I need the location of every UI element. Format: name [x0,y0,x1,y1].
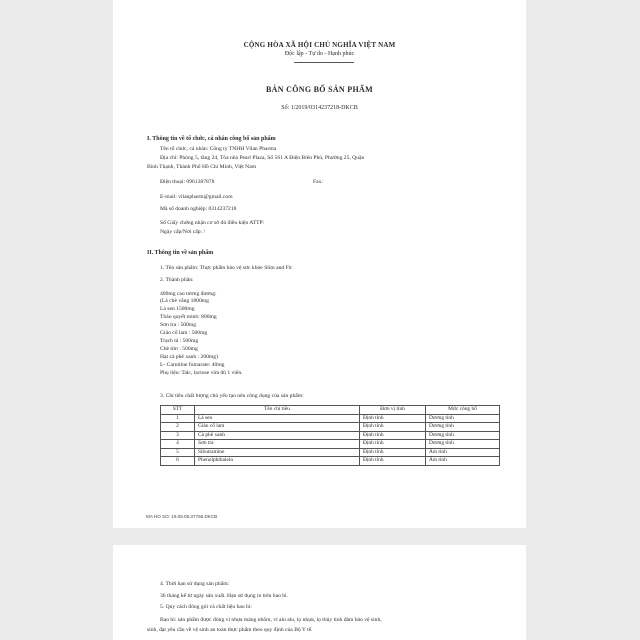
ingredient-line: Thảo quyết minh: 800mg [160,314,217,320]
cell-name: Sơn tra [195,440,360,449]
table-header-row [161,406,500,415]
ingredient-line: Hạt cà phê xanh : 200mg) [160,354,218,360]
address-line-2: Bình Thạnh, Thành Phố Hồ Chí Minh, Việt Nam [147,164,257,170]
shelf-life-text: 36 tháng kể từ ngày sản xuất. Hạn sử dụng in trên bao bì. [160,593,289,599]
cell-name: Giảo cổ lam [195,423,360,432]
cell-unit: Định tính [360,440,426,449]
section2-heading: II. Thông tin về sản phẩm [147,250,214,256]
cell-stt: 6 [161,457,195,466]
cell-level: Dương tính [426,440,500,449]
cell-name: Lá sen [195,414,360,423]
cell-unit: Định tính [360,431,426,440]
document-page-1 [113,0,526,528]
document-page-2 [113,545,526,640]
col-header-unit: Đơn vị tính [360,406,426,415]
ingredient-line: Chè tím : 500mg [160,346,198,352]
cell-unit: Định tính [360,423,426,432]
col-header-stt: STT [161,406,195,415]
table-row [161,457,500,466]
email: E-mail: vilanpharm@gmail.com [160,194,233,200]
cell-unit: Định tính [360,457,426,466]
cell-name: Sibutramine [195,448,360,457]
product-name: 1. Tên sản phẩm: Thực phẩm bảo vệ sức khỏe Slim and Fit [160,265,292,271]
section1-heading: I. Thông tin về tổ chức, cá nhân công bố sản phẩm [147,136,276,142]
cell-name: Phenolphthalein [195,457,360,466]
col-header-name: Tên chỉ tiêu [195,406,360,415]
fax: Fax: [313,179,323,185]
ingredient-line: Phụ liệu: Talc, lactose vừa đủ 1 viên. [160,370,243,376]
ingredient-line: Giảo cổ lam : 500mg [160,330,208,336]
table-row [161,431,500,440]
cell-stt: 1 [161,414,195,423]
document-title: BẢN CÔNG BỐ SẢN PHẨM [266,85,373,94]
cell-stt: 2 [161,423,195,432]
food-safety-cert: Số Giấy chứng nhận cơ sở đủ điều kiện ATTP: [160,220,265,226]
table-row [161,440,500,449]
cell-level: Dương tính [426,423,500,432]
ingredients-heading: 2. Thành phần: [160,277,194,283]
dossier-code: MA HO SO: 19.05.06.37766.DKCB [146,514,218,519]
phone: Điện thoại: 0961387878 [160,179,215,185]
ingredient-line: Trạch tả : 500mg [160,338,199,344]
national-title: CỘNG HÒA XÃ HỘI CHỦ NGHĨA VIỆT NAM [243,41,396,49]
table-row [161,448,500,457]
ingredient-line: Lá sen 1500mg [160,306,195,312]
ingredient-line: Sơn tra : 500mg [160,322,197,328]
packaging-text-1: Bao bì: sản phẩm được đóng vỉ nhựa màng nhôm, vỉ alu alu, lọ nhựa, lọ thủy tinh đảm bảo vệ sinh, [160,617,382,623]
packaging-heading: 5. Quy cách đóng gói và chất liệu bao bì: [160,604,252,610]
cell-stt: 5 [161,448,195,457]
ingredient-line: (Lá chè vằng 1800mg [160,298,209,304]
cell-level: Dương tính [426,414,500,423]
issue-date: Ngày cấp/Nơi cấp: / [160,229,206,235]
table-row [161,414,500,423]
address-line-1: Địa chỉ: Phòng 5, tầng 24, Tòa nhà Pearl Plaza, Số 561 A Điện Biên Phủ, Phường 25, Quận [160,155,365,161]
col-header-level: Mức công bố [426,406,500,415]
cell-stt: 4 [161,440,195,449]
cell-stt: 3 [161,431,195,440]
cell-level: Dương tính [426,431,500,440]
table-row [161,423,500,432]
shelf-life-heading: 4. Thời hạn sử dụng sản phẩm: [160,581,230,587]
cell-level: Âm tính [426,457,500,466]
cell-unit: Định tính [360,448,426,457]
ingredient-line: 400mg cao tương đương: [160,291,217,297]
cell-level: Âm tính [426,448,500,457]
national-motto: Độc lập - Tự do - Hạnh phúc [284,51,355,57]
cell-name: Cà phê xanh [195,431,360,440]
document-number: Số: 1/2019/0314237218-DKCB [281,105,358,111]
cell-unit: Định tính [360,414,426,423]
ingredient-line: L- Carnitine fumarate: 40mg [160,362,225,368]
criteria-table [160,405,500,466]
packaging-text-2: sinh, đạt yêu cầu về vệ sinh an toàn thực phẩm theo quy định của Bộ Y tế. [147,627,313,633]
motto-underline [294,62,354,63]
org-name: Tên tổ chức, cá nhân: Công ty TNHH Vilan Pharma [160,146,277,152]
business-code: Mã số doanh nghiệp: 0314237218 [160,206,237,212]
criteria-heading: 3. Chỉ tiêu chất lượng chủ yếu tạo nên công dụng của sản phẩm: [160,393,304,399]
